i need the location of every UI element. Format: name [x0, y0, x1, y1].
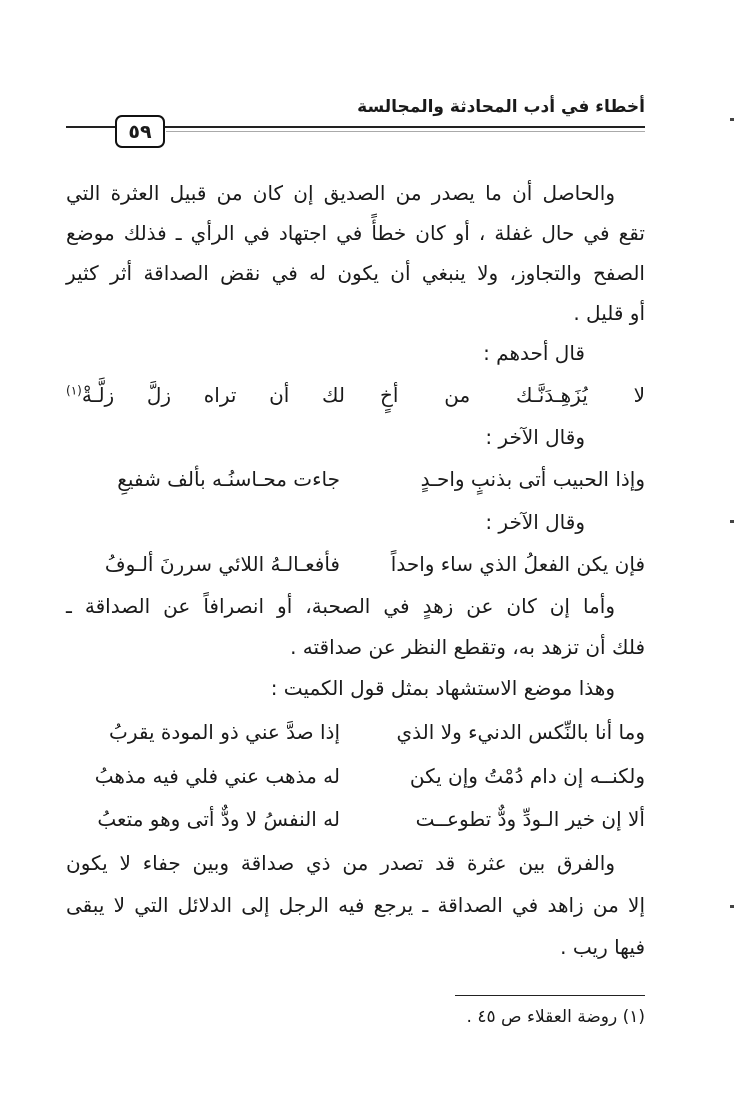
page-number: [115, 115, 165, 148]
verse-hemistich-first: وما أنا بالنِّكس الدنيء ولا الذي: [396, 720, 645, 744]
verse-hemistich-second: له النفسُ لا ودٌّ أتى وهو متعبُ: [97, 807, 340, 831]
verse-word: زلَّـةْ: [81, 383, 115, 407]
verse-hemistich-second: إذا صدَّ عني ذو المودة يقربُ: [109, 720, 340, 744]
running-title: أخطاء في أدب المحادثة والمجالسة: [357, 97, 645, 117]
footnote-rule: [455, 995, 645, 996]
verse-intro: قال أحدهم :: [483, 341, 585, 365]
paragraph-line: أو قليل .: [573, 301, 645, 325]
verse-word: أخٍ: [380, 383, 399, 407]
paragraph-line: والفرق بين عثرة قد تصدر من ذي صداقة وبين جفاء لا يكون: [66, 851, 615, 875]
verse-word: من: [444, 383, 471, 407]
verse-word: لك: [322, 383, 345, 407]
verse-word: أن: [269, 383, 290, 407]
verse-line: [66, 799, 645, 839]
paragraph-line: فلك أن تزهد به، وتقطع النظر عن صداقته .: [290, 635, 645, 659]
scan-edge-mark: [730, 520, 734, 523]
page-number-text: ٥٩: [128, 120, 152, 143]
paragraph-line: والحاصل أن ما يصدر من الصديق إن كان من قبيل العثرة التي: [66, 181, 615, 205]
scan-edge-mark: [730, 905, 734, 908]
scan-edge-mark: [730, 118, 734, 121]
verse-intro: وقال الآخر :: [485, 425, 585, 449]
verse-word: زلَّ: [146, 383, 172, 407]
footnote: (١) روضة العقلاء ص ٤٥ .: [466, 1007, 645, 1027]
verse-hemistich-second: فأفعـالـهُ اللائي سررنَ ألـوفُ: [104, 552, 340, 576]
verse-word: تراه: [203, 383, 237, 407]
paragraph-line: تقع في حال غفلة ، أو كان خطأً في اجتهاد في الرأي ـ فذلك موضع: [66, 221, 645, 245]
verse-hemistich-second: [66, 375, 345, 415]
verse-word: لا: [633, 383, 645, 407]
verse-hemistich-first: ولكنــه إن دام دُمْتُ وإن يكن: [409, 764, 645, 788]
verse-line: [66, 375, 645, 415]
paragraph-line: فيها ريب .: [560, 935, 645, 959]
verse-hemistich-first: [380, 375, 645, 415]
paragraph-line: الصفح والتجاوز، ولا ينبغي أن يكون له في نقض الصداقة أثر كثير: [66, 261, 645, 285]
verse-intro: وقال الآخر :: [485, 510, 585, 534]
verse-line: [66, 712, 645, 752]
verse-intro: وهذا موضع الاستشهاد بمثل قول الكميت :: [270, 676, 615, 700]
header-rule-thin: [166, 131, 645, 132]
verse-hemistich-second: له مذهب عني فلي فيه مذهبُ: [94, 764, 340, 788]
verse-hemistich-second: جاءت محـاسنُـه بألف شفيعِ: [117, 467, 340, 491]
book-page: [66, 0, 645, 1099]
verse-line: [66, 544, 645, 584]
paragraph-line: وأما إن كان عن زهدٍ في الصحبة، أو انصرافاً عن الصداقة ـ: [66, 594, 615, 618]
verse-word: يُزَهِـدَنَّـك: [516, 383, 588, 407]
paragraph-line: إلا من زاهد في الصداقة ـ يرجع فيه الرجل إلى الدلائل التي لا يبقى: [66, 893, 645, 917]
footnote-reference: (١): [66, 383, 82, 398]
verse-line: [66, 756, 645, 796]
verse-hemistich-first: ألا إن خير الـودِّ ودٌّ تطوعــت: [415, 807, 645, 831]
verse-hemistich-first: فإن يكن الفعلُ الذي ساء واحداً: [390, 552, 645, 576]
verse-hemistich-first: وإذا الحبيب أتى بذنبٍ واحـدٍ: [420, 467, 645, 491]
verse-line: [66, 459, 645, 499]
verse-word-with-ref: [66, 375, 114, 415]
